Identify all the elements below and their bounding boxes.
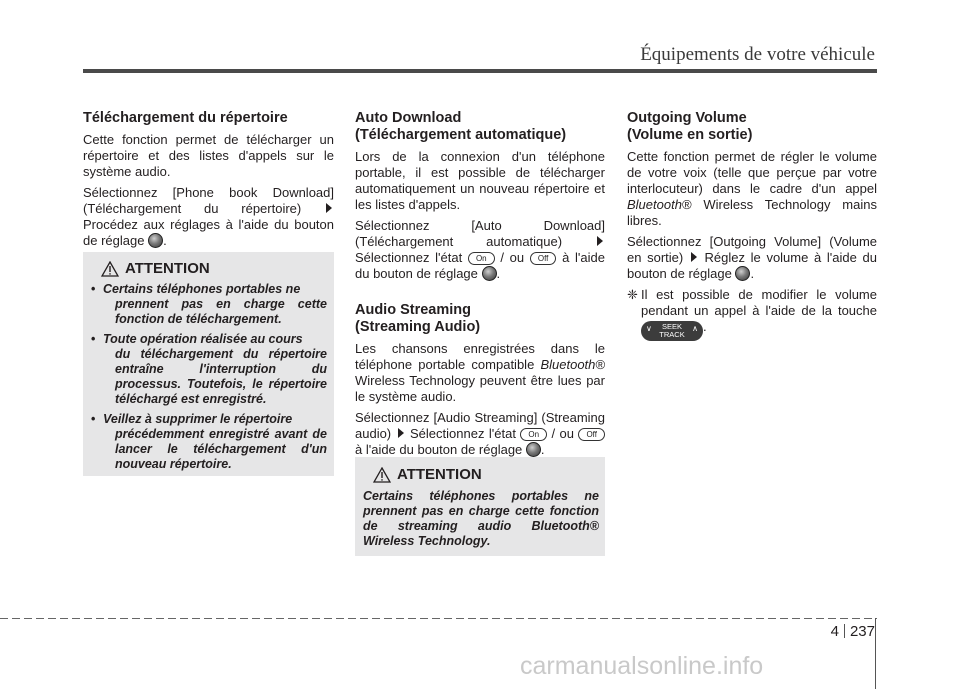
attention-item-first-line: • Toute opération réalisée au cours	[103, 332, 303, 346]
column-2	[355, 110, 605, 463]
text: à l'aide du bouton de réglage	[355, 250, 605, 281]
off-button: Off	[530, 252, 557, 265]
chevron-down-icon: ∨	[646, 324, 652, 333]
attention-heading	[101, 260, 210, 277]
text: Wireless Technology peuvent être lues par le système audio.	[355, 373, 605, 404]
text: Cette fonction permet de régler le volume de votre voix (telle que perçue par votre interlocuteur) dans le cadre d'un appel	[627, 149, 877, 196]
text: .	[703, 319, 707, 334]
seek-label: SEEK	[661, 322, 682, 331]
attention-item-rest: prennent pas en charge cette fonction de téléchargement.	[115, 297, 327, 326]
section-heading-outgoing-volume	[627, 110, 877, 144]
arrow-right-icon	[597, 236, 603, 246]
section-heading-auto-download	[355, 110, 605, 144]
chapter-number: 4	[830, 623, 839, 640]
attention-item	[91, 412, 327, 472]
warning-triangle-icon	[101, 261, 119, 277]
attention-text: Certains téléphones portables ne prennent pas en charge cette fonction de streaming audio Bluetooth® Wireless Technology.	[363, 489, 599, 548]
attention-item-first-line: • Certains téléphones portables ne	[103, 282, 301, 296]
page-header-title: Équipements de votre véhicule	[640, 44, 875, 65]
heading-line: (Streaming Audio)	[355, 319, 481, 335]
text: à l'aide du bouton de réglage	[355, 442, 523, 457]
on-button: On	[468, 252, 495, 265]
text: .	[540, 442, 545, 457]
header-divider	[83, 69, 877, 73]
paragraph	[355, 410, 605, 458]
tune-knob-icon	[735, 266, 750, 281]
attention-item-rest: précédemment enregistré avant de lancer le téléchargement d'un nouveau répertoire.	[115, 427, 327, 471]
paragraph	[627, 234, 877, 282]
text: Sélectionnez l'état	[410, 426, 516, 441]
text: / ou	[500, 250, 525, 265]
arrow-right-icon	[326, 203, 332, 213]
column-1	[83, 110, 334, 254]
attention-item	[91, 282, 327, 327]
text: Wireless Technology mains libres.	[627, 197, 877, 228]
text: Les chansons enregistrées dans le téléphone portable compatible	[355, 341, 605, 372]
text: Sélectionnez [Phone book Download] (Téléchargement du répertoire)	[83, 185, 334, 216]
attention-box-streaming	[355, 457, 605, 556]
text: .	[750, 266, 755, 281]
footer-vertical-line	[875, 618, 876, 689]
heading-line: Auto Download	[355, 110, 462, 126]
track-label: TRACK	[659, 330, 685, 339]
chevron-up-icon: ∧	[692, 324, 698, 333]
paragraph: Cette fonction permet de télécharger un répertoire et des listes d'appels sur le système audio.	[83, 132, 334, 179]
arrow-right-icon	[398, 428, 404, 438]
text: Sélectionnez [Audio Streaming] (Streaming audio)	[355, 410, 605, 441]
text: Il est possible de modifier le volume pendant un appel à l'aide de la touche	[641, 287, 877, 318]
page-number-separator	[844, 624, 845, 638]
text: Procédez aux réglages à l'aide du bouton de réglage	[83, 217, 334, 248]
paragraph: Lors de la connexion d'un téléphone portable, il est possible de télécharger automatiquement un nouveau répertoire et les listes d'appels.	[355, 149, 605, 212]
heading-line: Audio Streaming	[355, 302, 472, 318]
section-heading-phonebook-download: Téléchargement du répertoire	[83, 110, 288, 126]
text: .	[496, 266, 501, 281]
watermark: carmanualsonline.info	[520, 652, 764, 680]
attention-item-first-line: • Veillez à supprimer le répertoire	[103, 412, 293, 426]
paragraph	[355, 341, 605, 405]
bluetooth-trademark: Bluetooth®	[540, 357, 605, 372]
bluetooth-trademark: Bluetooth®	[627, 197, 692, 212]
text: Sélectionnez l'état	[355, 250, 463, 265]
note-paragraph	[627, 287, 877, 341]
text: / ou	[551, 426, 575, 441]
paragraph	[83, 185, 334, 249]
tune-knob-icon	[526, 442, 541, 457]
note-symbol-icon: ❈	[627, 287, 638, 302]
attention-item-rest: du téléchargement du répertoire entraîne l'interruption du processus. Toutefois, le répertoire téléchargé est enregistré.	[115, 347, 327, 406]
warning-triangle-icon	[373, 467, 391, 483]
on-button: On	[520, 428, 547, 441]
heading-line: (Volume en sortie)	[627, 127, 753, 143]
attention-box-download	[83, 252, 334, 476]
attention-item	[91, 332, 327, 407]
section-heading-audio-streaming	[355, 302, 605, 336]
heading-line: Outgoing Volume	[627, 110, 747, 126]
page-number-value: 237	[849, 623, 875, 640]
attention-title: ATTENTION	[397, 466, 482, 483]
arrow-right-icon	[691, 252, 697, 262]
paragraph	[627, 149, 877, 229]
tune-knob-icon	[148, 233, 163, 248]
tune-knob-icon	[482, 266, 497, 281]
off-button: Off	[578, 428, 605, 441]
text: Réglez le volume à l'aide du bouton de réglage	[627, 250, 877, 281]
text: .	[163, 233, 167, 248]
text: Sélectionnez [Auto Download] (Téléchargement automatique)	[355, 218, 605, 249]
heading-line: (Téléchargement automatique)	[355, 127, 567, 143]
attention-heading	[373, 466, 482, 483]
attention-list	[91, 282, 327, 477]
paragraph	[355, 218, 605, 282]
footer-divider	[0, 618, 877, 619]
seek-track-button-icon	[641, 321, 703, 341]
page-number	[831, 623, 875, 640]
column-3	[627, 110, 877, 346]
text: Sélectionnez [Outgoing Volume] (Volume en sortie)	[627, 234, 877, 265]
attention-title: ATTENTION	[125, 260, 210, 277]
